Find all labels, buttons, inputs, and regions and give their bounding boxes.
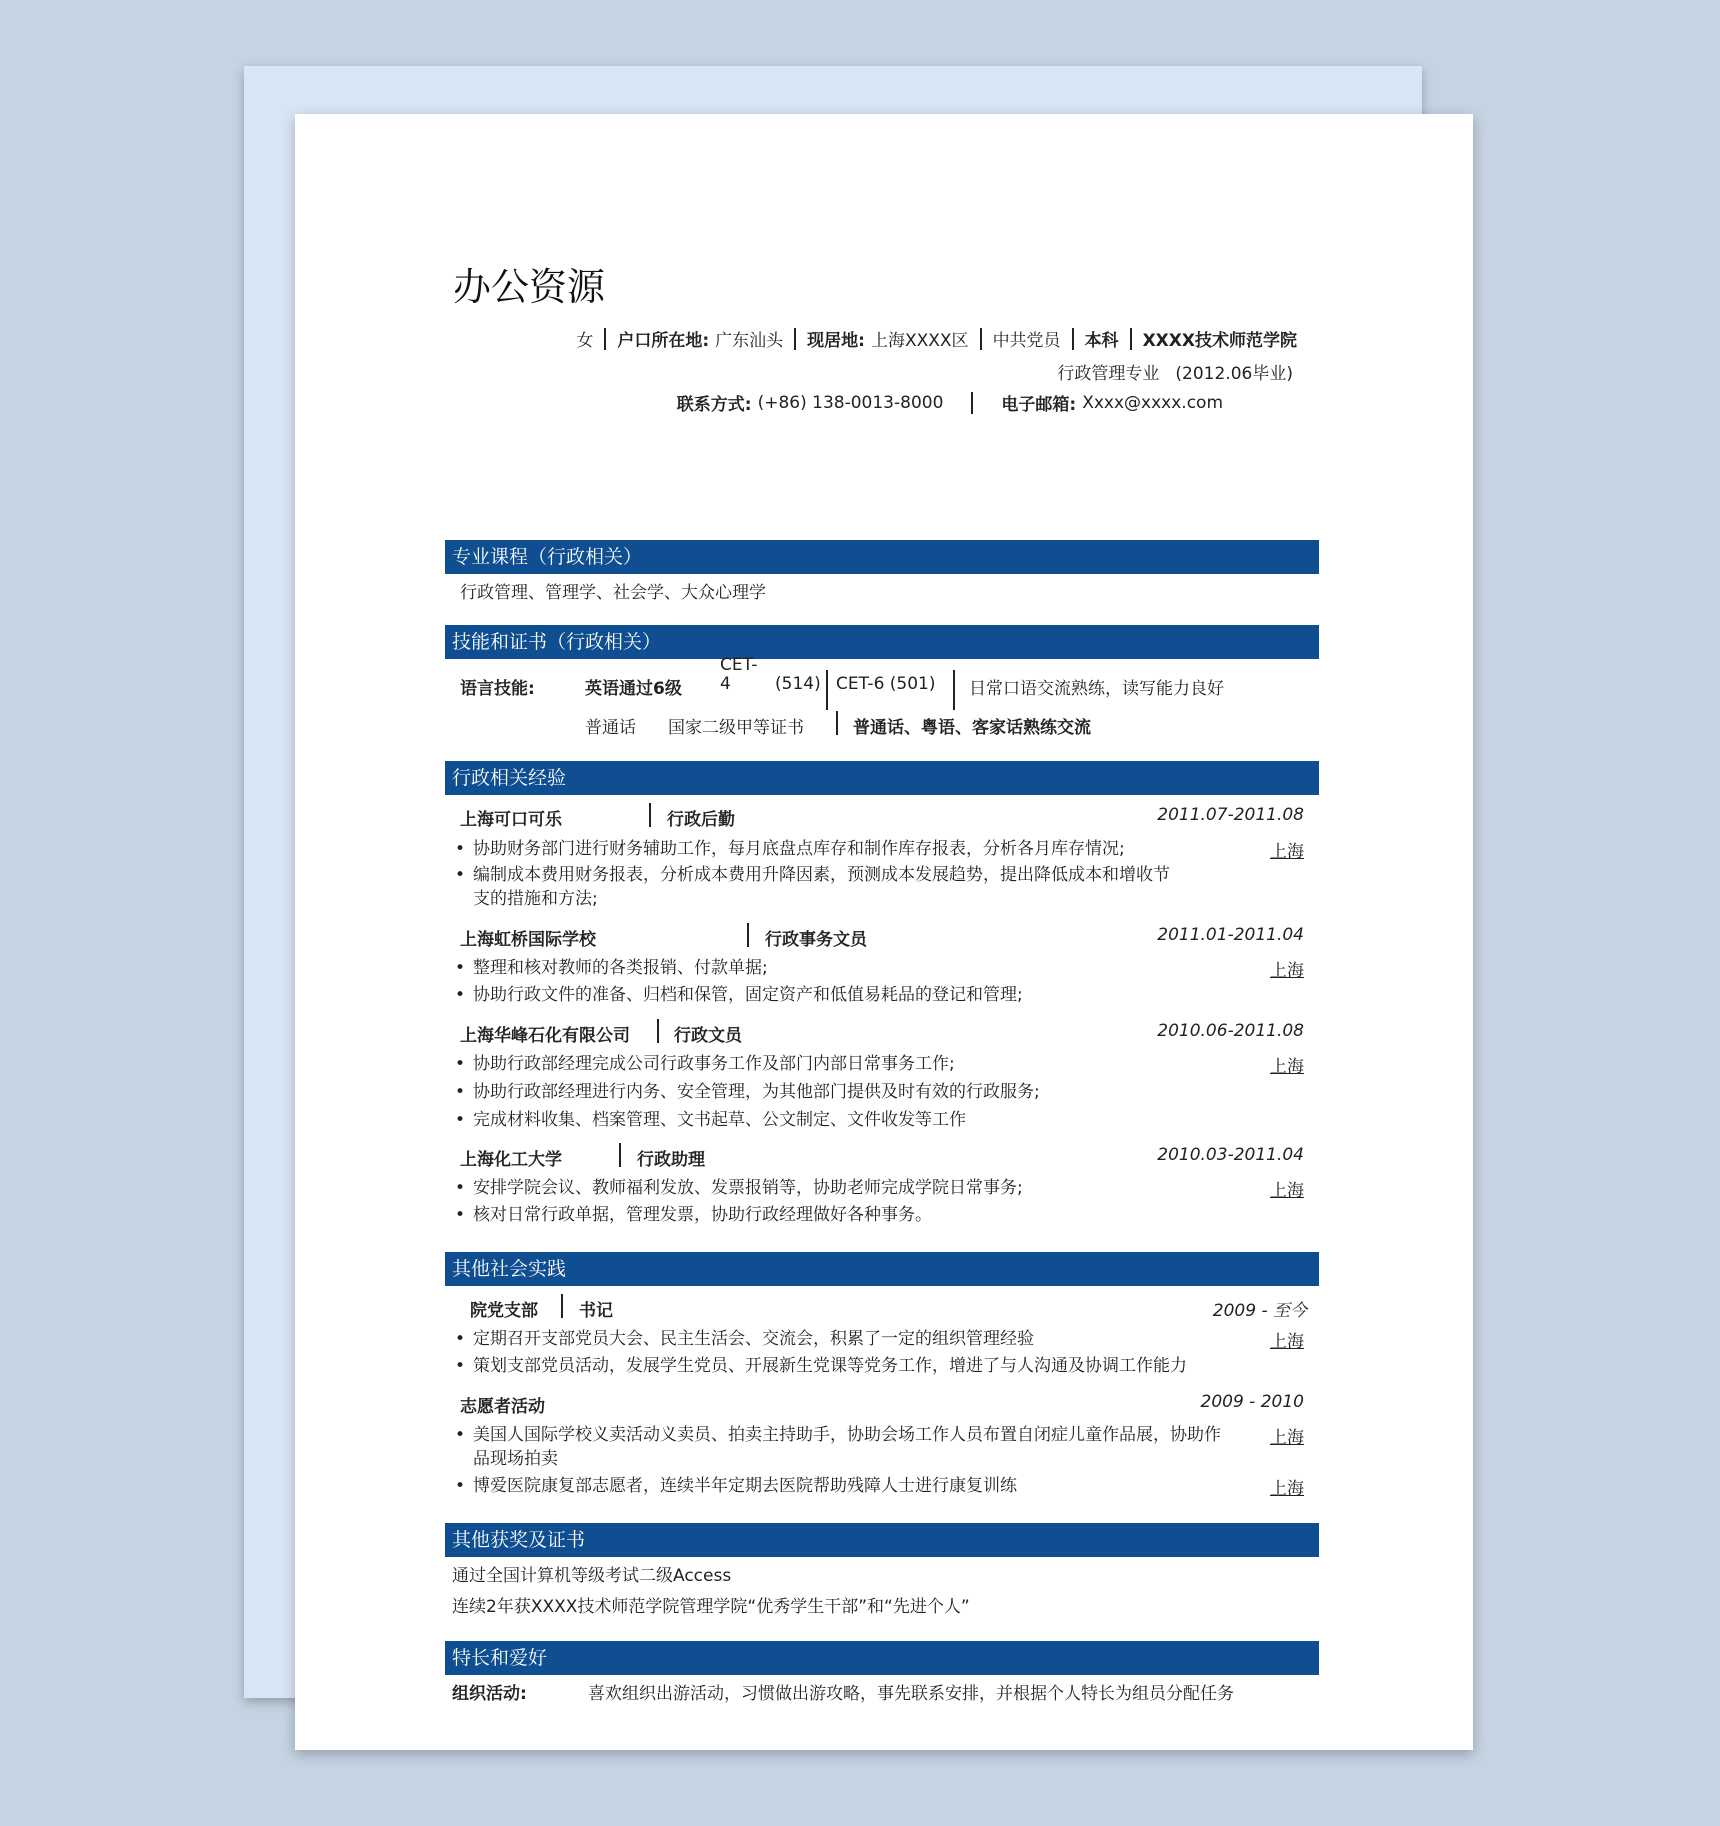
- divider: [657, 1019, 659, 1043]
- job-date: 2010.03-2011.04: [1157, 1145, 1304, 1165]
- divider: [836, 711, 838, 735]
- gender: 女: [576, 331, 594, 351]
- dialect-skill: 普通话、粤语、客家话熟练交流: [853, 718, 1091, 738]
- contact-label: 联系方式:: [676, 395, 752, 415]
- job-role: 行政助理: [637, 1150, 705, 1170]
- cet4-label-a: CET-: [720, 655, 758, 675]
- section-hobby-title: 特长和爱好: [445, 1641, 1319, 1675]
- job-bullet: • 完成材料收集、档案管理、文书起草、公文制定、文件收发等工作: [473, 1108, 1233, 1132]
- job-bullet: • 安排学院会议、教师福利发放、发票报销等，协助老师完成学院日常事务;: [473, 1176, 1233, 1200]
- email-label: 电子邮箱:: [1001, 395, 1077, 415]
- cet4-label: [720, 656, 758, 694]
- job-bullet: • 协助行政文件的准备、归档和保管，固定资产和低值易耗品的登记和管理;: [473, 983, 1233, 1007]
- social-location: 上海: [1270, 1479, 1304, 1499]
- social-org: 院党支部: [470, 1301, 538, 1321]
- social-bullet: • 定期召开支部党员大会、民主生活会、交流会，积累了一定的组织管理经验: [473, 1327, 1233, 1351]
- candidate-name: 办公资源: [453, 265, 606, 309]
- job-role: 行政文员: [674, 1026, 742, 1046]
- job-bullet: • 协助行政部经理完成公司行政事务工作及部门内部日常事务工作;: [473, 1052, 1233, 1076]
- job-bullet: • 编制成本费用财务报表，分析成本费用升降因素，预测成本发展趋势，提出降低成本和增收节支的措施和方法;: [473, 863, 1183, 911]
- divider: [1130, 328, 1132, 350]
- social-role: 书记: [579, 1301, 613, 1321]
- award-item: 连续2年获XXXX技术师范学院管理学院“优秀学生干部”和“先进个人”: [452, 1597, 970, 1617]
- job-bullet: • 核对日常行政单据，管理发票，协助行政经理做好各种事务。: [473, 1203, 1233, 1227]
- divider: [619, 1143, 621, 1167]
- job-role: 行政后勤: [667, 810, 735, 830]
- party: 中共党员: [992, 331, 1061, 351]
- social-bullet: • 策划支部党员活动，发展学生党员、开展新生党课等党务工作，增进了与人沟通及协调工作能力: [473, 1354, 1273, 1378]
- oral-skill: 日常口语交流熟练，读写能力良好: [969, 679, 1224, 699]
- divider: [826, 670, 828, 710]
- divider: [561, 1294, 563, 1318]
- social-bullet: • 美国人国际学校义卖活动义卖员、拍卖主持助手，协助会场工作人员布置自闭症儿童作品展，协助作品现场拍卖: [473, 1423, 1233, 1471]
- job-company: 上海可口可乐: [460, 810, 562, 830]
- language-label: 语言技能:: [460, 679, 535, 699]
- hukou-value: 广东汕头: [715, 331, 784, 351]
- graduation: (2012.06毕业): [1175, 364, 1293, 384]
- cet4-score: (514): [775, 674, 821, 694]
- job-date: 2010.06-2011.08: [1157, 1021, 1304, 1041]
- hobby-text: 喜欢组织出游活动，习惯做出游攻略，事先联系安排，并根据个人特长为组员分配任务: [588, 1684, 1234, 1704]
- email-value: Xxxx@xxxx.com: [1082, 392, 1223, 413]
- degree: 本科: [1084, 331, 1119, 351]
- social-bullet: • 博爱医院康复部志愿者，连续半年定期去医院帮助残障人士进行康复训练: [473, 1474, 1233, 1498]
- residence-value: 上海XXXX区: [870, 331, 969, 351]
- divider: [980, 328, 982, 350]
- resume-page: [295, 114, 1473, 1750]
- social-org: 志愿者活动: [460, 1397, 545, 1417]
- residence-label: 现居地:: [807, 331, 865, 351]
- mandarin-cert: 国家二级甲等证书: [668, 718, 804, 738]
- divider: [971, 392, 973, 414]
- personal-info-row: [576, 326, 1297, 351]
- social-location: 上海: [1270, 1428, 1304, 1448]
- divider: [604, 328, 606, 350]
- section-courses-title: 专业课程（行政相关）: [445, 540, 1319, 574]
- social-date: 2009 - 2010: [1200, 1392, 1304, 1412]
- hukou-label: 户口所在地:: [617, 331, 710, 351]
- job-role: 行政事务文员: [765, 930, 867, 950]
- section-experience-title: 行政相关经验: [445, 761, 1319, 795]
- job-location: 上海: [1270, 1057, 1304, 1077]
- job-company: 上海虹桥国际学校: [460, 930, 596, 950]
- job-company: 上海华峰石化有限公司: [460, 1026, 630, 1046]
- divider: [1072, 328, 1074, 350]
- job-date: 2011.01-2011.04: [1157, 925, 1304, 945]
- award-item: 通过全国计算机等级考试二级Access: [452, 1566, 732, 1586]
- divider: [794, 328, 796, 350]
- social-location: 上海: [1270, 1332, 1304, 1352]
- social-date: 2009 - 至今: [1212, 1301, 1307, 1321]
- english-level: 英语通过6级: [585, 679, 682, 699]
- major: 行政管理专业: [1057, 364, 1160, 384]
- hobby-label: 组织活动:: [452, 1684, 527, 1704]
- job-bullet: • 整理和核对教师的各类报销、付款单据;: [473, 956, 1233, 980]
- divider: [953, 670, 955, 710]
- section-social-title: 其他社会实践: [445, 1252, 1319, 1286]
- contact-phone: (+86) 138-0013-8000: [757, 392, 944, 413]
- job-location: 上海: [1270, 842, 1304, 862]
- cet4-label-b: 4: [720, 674, 731, 694]
- job-bullet: • 协助财务部门进行财务辅助工作，每月底盘点库存和制作库存报表，分析各月库存情况;: [473, 837, 1233, 861]
- job-date: 2011.07-2011.08: [1157, 805, 1304, 825]
- school: XXXX技术师范学院: [1142, 331, 1297, 351]
- divider: [747, 923, 749, 947]
- job-bullet: • 协助行政部经理进行内务、安全管理，为其他部门提供及时有效的行政服务;: [473, 1080, 1233, 1104]
- section-skills-title: 技能和证书（行政相关）: [445, 625, 1319, 659]
- contact-row: [677, 390, 1223, 415]
- mandarin-label: 普通话: [585, 718, 636, 738]
- section-awards-title: 其他获奖及证书: [445, 1523, 1319, 1557]
- major-row: [1057, 359, 1293, 384]
- job-location: 上海: [1270, 961, 1304, 981]
- courses-text: 行政管理、管理学、社会学、大众心理学: [460, 583, 766, 603]
- divider: [649, 803, 651, 827]
- job-location: 上海: [1270, 1181, 1304, 1201]
- job-company: 上海化工大学: [460, 1150, 562, 1170]
- cet6-score: CET-6 (501): [836, 674, 936, 694]
